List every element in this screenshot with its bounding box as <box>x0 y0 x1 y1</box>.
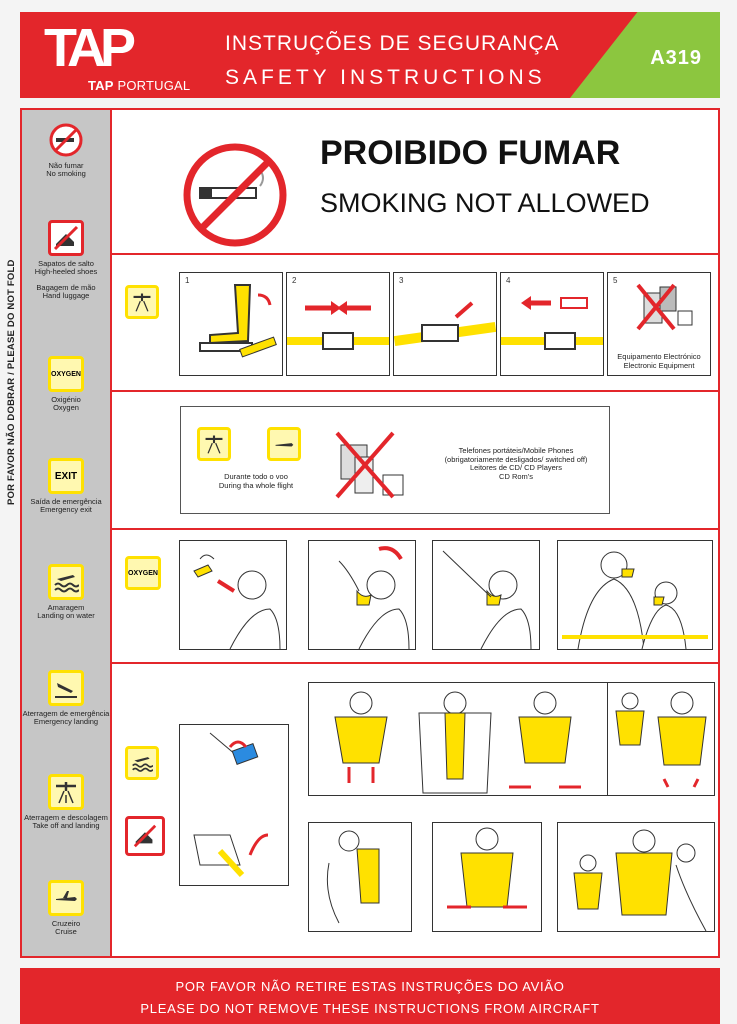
takeoff-landing-icon <box>197 427 231 461</box>
section-divider <box>110 253 720 255</box>
life-vest-inflate-panel <box>308 822 412 932</box>
no-electronics-icon <box>608 273 710 353</box>
legend-sidebar <box>22 110 112 956</box>
oxygen-icon <box>48 356 84 392</box>
oxygen-step-2 <box>308 540 416 650</box>
legend-cruise <box>22 880 110 937</box>
no-smoking-title: PROIBIDO FUMAR <box>320 134 621 172</box>
svg-text:TAP: TAP <box>44 20 130 78</box>
legend-emergency-landing <box>22 670 110 727</box>
step-number: 4 <box>506 276 511 285</box>
life-vest-child-panel <box>607 682 715 796</box>
no-smoking-sign-icon <box>180 140 290 250</box>
whole-flight-caption: Durante todo o voo During tha whole flight <box>218 472 294 490</box>
step-number: 1 <box>185 276 190 285</box>
section-divider <box>110 662 720 664</box>
life-vest-adult-child-panel <box>557 822 715 932</box>
life-vest-donning-panel <box>308 682 608 796</box>
title-portuguese: INSTRUÇÕES DE SEGURANÇA <box>225 32 560 55</box>
cruise-icon <box>48 880 84 916</box>
emergency-landing-icon <box>48 670 84 706</box>
legend-label-hand-luggage: Bagagem de mão Hand luggage <box>36 282 96 301</box>
aircraft-model: A319 <box>650 47 702 69</box>
life-vest-retrieval-panel <box>179 724 289 886</box>
legend-no-smoking <box>22 122 110 179</box>
brand-bold: TAP <box>88 78 114 93</box>
tap-logo <box>42 20 162 78</box>
title-english: SAFETY INSTRUCTIONS <box>225 66 546 89</box>
footer-line-portuguese: POR FAVOR NÃO RETIRE ESTAS INSTRUÇÕES DO AVIÃO <box>175 979 565 994</box>
seatbelt-step-1 <box>179 272 283 376</box>
footer-banner <box>20 968 720 1024</box>
legend-label: Oxigénio Oxygen <box>51 395 81 413</box>
no-smoking-subtitle: SMOKING NOT ALLOWED <box>320 188 650 218</box>
devices-caption: Telefones portáteis/Mobile Phones (obrigatoriamente desligados/ switched off) Leitores de CD/ CD Players CD Rom's <box>444 446 588 481</box>
oxygen-step-4-assist <box>557 540 713 650</box>
brand-name <box>88 78 190 93</box>
legend-label: Saída de emergência Emergency exit <box>30 497 102 515</box>
seatbelt-step-4 <box>500 272 604 376</box>
step-number: 2 <box>292 276 297 285</box>
legend-label: Amaragem Landing on water <box>37 603 95 621</box>
exit-badge-text: EXIT <box>54 470 78 482</box>
takeoff-landing-icon <box>48 774 84 810</box>
header-banner <box>20 12 720 98</box>
no-high-heels-icon <box>125 816 165 856</box>
legend-landing-on-water <box>22 564 110 621</box>
legend-no-high-heels <box>22 220 110 301</box>
oxygen-icon <box>125 556 161 590</box>
legend-exit <box>22 458 110 515</box>
step-number: 3 <box>399 276 404 285</box>
step-number: 5 <box>613 276 618 285</box>
seatbelt-step-5-electronics <box>607 272 711 376</box>
seatbelt-step-2 <box>286 272 390 376</box>
oxygen-step-1 <box>179 540 287 650</box>
legend-label: Não fumar No smoking <box>46 161 86 179</box>
water-landing-icon <box>125 746 159 780</box>
legend-takeoff-and-landing <box>22 774 110 831</box>
electronics-panel <box>180 406 610 514</box>
takeoff-landing-icon <box>125 285 159 319</box>
no-high-heels-icon <box>48 220 84 256</box>
seatbelt-step-3 <box>393 272 497 376</box>
no-smoking-icon <box>48 122 84 158</box>
cruise-icon <box>267 427 301 461</box>
exit-icon <box>48 458 84 494</box>
brand-rest: PORTUGAL <box>117 78 191 93</box>
oxygen-step-3 <box>432 540 540 650</box>
legend-label: Sapatos de salto High-heeled shoes <box>34 259 98 277</box>
water-landing-icon <box>48 564 84 600</box>
section-divider <box>110 390 720 392</box>
legend-label: Aterragem de emergência Emergency landing <box>22 709 110 727</box>
footer-line-english: PLEASE DO NOT REMOVE THESE INSTRUCTIONS FROM AIRCRAFT <box>140 1001 600 1016</box>
fold-warning-text: POR FAVOR NÃO DOBRAR / PLEASE DO NOT FOLD <box>6 259 17 505</box>
section-divider <box>110 528 720 530</box>
electronic-equipment-caption: Equipamento Electrónico Electronic Equipment <box>617 352 701 370</box>
life-vest-tighten-panel <box>432 822 542 932</box>
legend-label: Aterragem e descolagem Take off and landing <box>24 813 108 831</box>
instructions-card <box>6 108 720 958</box>
no-devices-icon <box>331 427 415 501</box>
legend-label: Cruzeiro Cruise <box>51 919 81 937</box>
oxygen-badge-text: OXYGEN <box>128 569 158 577</box>
legend-oxygen <box>22 356 110 413</box>
oxygen-badge-text: OXYGEN <box>51 370 81 378</box>
